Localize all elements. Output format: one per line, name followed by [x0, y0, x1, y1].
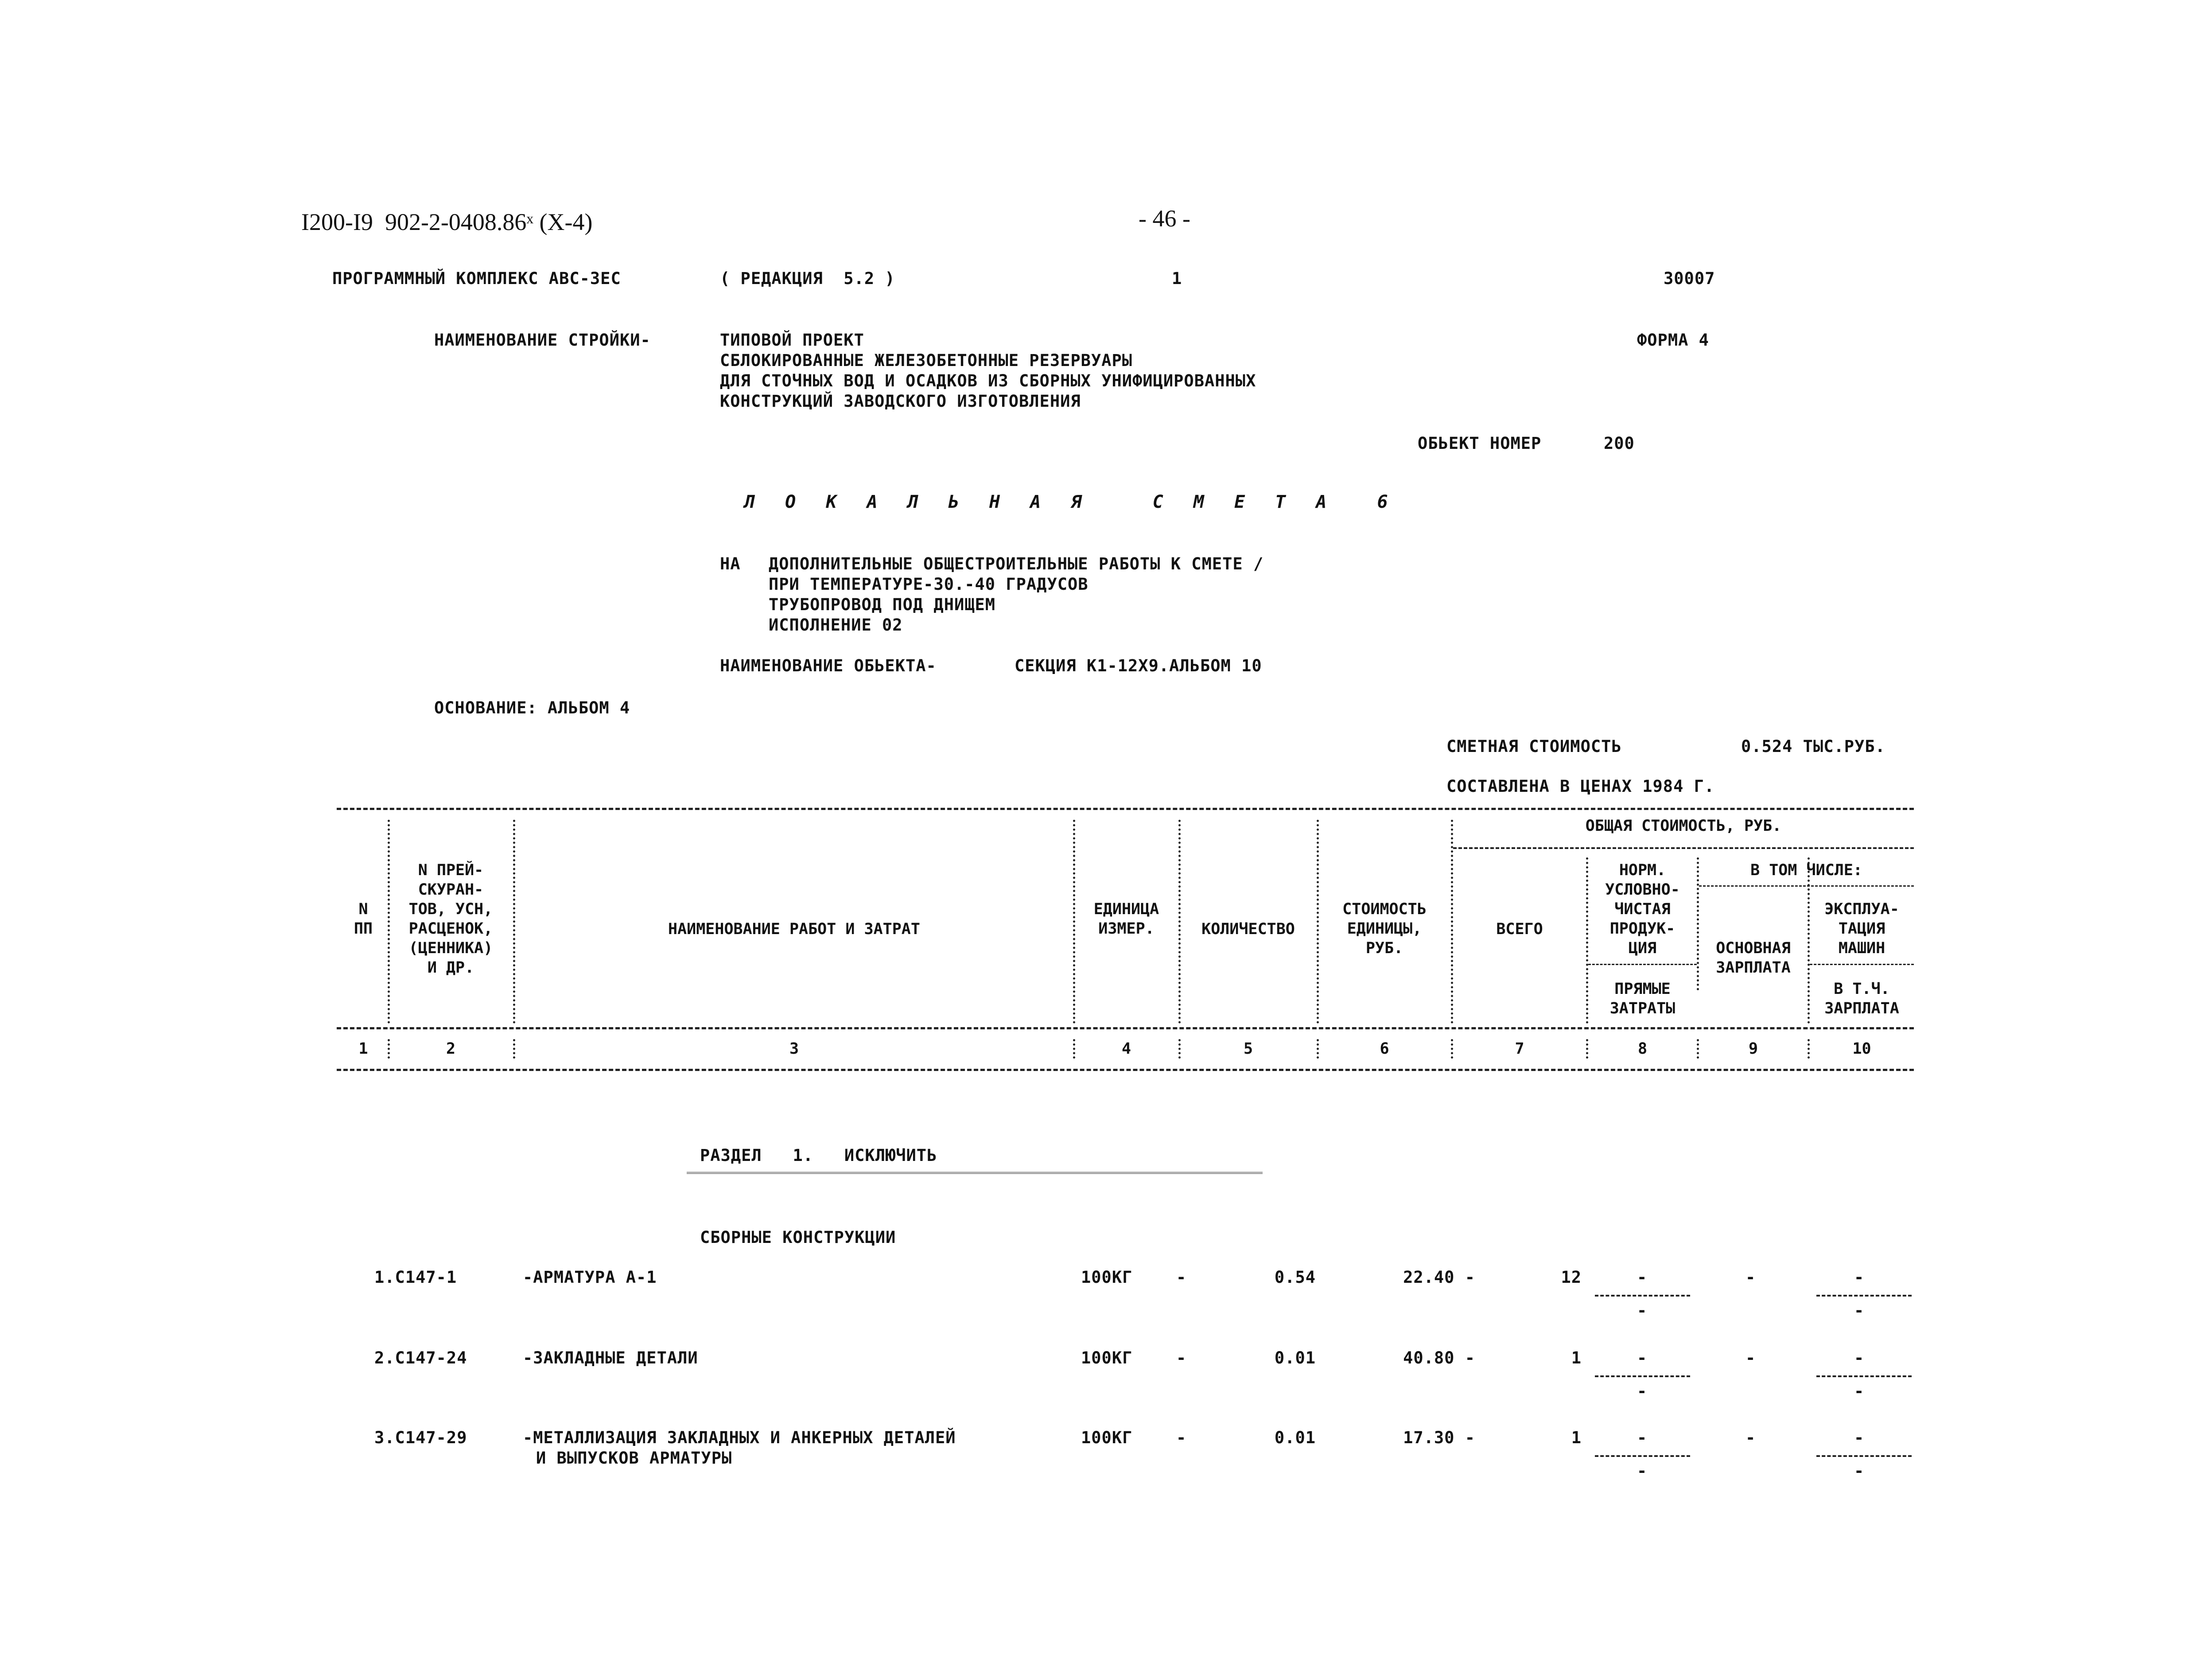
row-quantity: 0.54: [1274, 1268, 1316, 1287]
purpose-line-4: ИСПОЛНЕНИЕ 02: [769, 615, 903, 635]
sheet-number: 1: [1172, 269, 1182, 288]
construction-line-3: ДЛЯ СТОЧНЫХ ВОД И ОСАДКОВ ИЗ СБОРНЫХ УНИФИЦИРОВАННЫХ: [720, 371, 1256, 390]
row-quantity: 0.01: [1274, 1428, 1316, 1447]
row-sign: -: [1176, 1428, 1187, 1447]
row-direct-costs: -: [1637, 1301, 1648, 1320]
row-code: 1.С147-1: [374, 1268, 457, 1287]
row-total: 12: [1561, 1268, 1582, 1287]
row-code: 2.С147-24: [374, 1348, 467, 1367]
row-net-production: -: [1637, 1428, 1648, 1447]
row-name-continued: И ВЫПУСКОВ АРМАТУРЫ: [536, 1449, 732, 1468]
header-sub-rule: [1810, 964, 1914, 965]
row-subtotal-rule: [1816, 1375, 1912, 1377]
header-sub-rule: [1699, 885, 1914, 887]
object-name-value: СЕКЦИЯ К1-12Х9.АЛЬБОМ 10: [1015, 656, 1262, 675]
row-quantity: 0.01: [1274, 1348, 1316, 1367]
header-unit: ЕДИНИЦА ИЗМЕР.: [1093, 900, 1159, 938]
column-number: 2: [446, 1040, 456, 1058]
header-net-production: НОРМ. УСЛОВНО- ЧИСТАЯ ПРОДУК- ЦИЯ: [1605, 861, 1680, 957]
edition: ( РЕДАКЦИЯ 5.2 ): [720, 269, 895, 288]
column-separator: [1697, 1039, 1699, 1059]
column-separator: [1808, 1039, 1810, 1059]
header-direct-costs: ПРЯМЫЕ ЗАТРАТЫ: [1609, 980, 1676, 1017]
column-number: 4: [1121, 1040, 1131, 1058]
header-price-reference: N ПРЕЙ- СКУРАН- ТОВ, УСН, РАСЦЕНОК, (ЦЕННИКА) И ДР.: [408, 861, 493, 977]
header-total-cost-group: ОБЩАЯ СТОИМОСТЬ, РУБ.: [1585, 817, 1782, 835]
row-sign: -: [1176, 1348, 1187, 1367]
column-numbers-bottom-rule: [337, 1069, 1914, 1071]
column-number: 7: [1515, 1040, 1524, 1058]
construction-line-4: КОНСТРУКЦИЙ ЗАВОДСКОГО ИЗГОТОВЛЕНИЯ: [720, 392, 1081, 411]
table-top-rule: [337, 808, 1914, 810]
row-unit-price: 17.30 -: [1403, 1428, 1475, 1447]
row-machine-operation: -: [1854, 1348, 1865, 1367]
header-bottom-rule: [337, 1027, 1914, 1029]
row-unit: 100КГ: [1081, 1268, 1133, 1287]
page-number: - 46 -: [1139, 205, 1190, 232]
row-unit-price: 22.40 -: [1403, 1268, 1475, 1287]
header-group-rule: [1453, 847, 1914, 849]
column-number: 10: [1852, 1040, 1871, 1058]
column-number: 9: [1748, 1040, 1758, 1058]
row-machine-operation: -: [1854, 1268, 1865, 1287]
header-machine-salary: В Т.Ч. ЗАРПЛАТА: [1824, 980, 1899, 1017]
column-separator: [1178, 1039, 1181, 1059]
column-number: 3: [789, 1040, 799, 1058]
construction-line-2: СБЛОКИРОВАННЫЕ ЖЕЛЕЗОБЕТОННЫЕ РЕЗЕРВУАРЫ: [720, 351, 1133, 370]
form-number: ФОРМА 4: [1637, 331, 1709, 350]
row-subtotal-rule: [1816, 1295, 1912, 1297]
construction-line-1: ТИПОВОЙ ПРОЕКТ: [720, 331, 864, 350]
column-separator: [1586, 1039, 1588, 1059]
document-code: I200-I9 902-2-0408.86ˣ (X-4): [301, 209, 593, 235]
row-net-production: -: [1637, 1348, 1648, 1367]
row-base-salary: -: [1745, 1268, 1756, 1287]
section-group: СБОРНЫЕ КОНСТРУКЦИИ: [700, 1228, 896, 1247]
row-total: 1: [1571, 1348, 1582, 1367]
row-subtotal-rule: [1595, 1455, 1690, 1457]
prices-year: СОСТАВЛЕНА В ЦЕНАХ 1984 Г.: [1446, 777, 1715, 796]
header-base-salary: ОСНОВНАЯ ЗАРПЛАТА: [1716, 939, 1791, 977]
row-base-salary: -: [1745, 1348, 1756, 1367]
row-unit: 100КГ: [1081, 1348, 1133, 1367]
header-row-number: N ПП: [354, 900, 373, 938]
object-number-value: 200: [1604, 434, 1635, 453]
object-number-label: ОБЬЕКТ НОМЕР: [1418, 434, 1542, 453]
row-sign: -: [1176, 1268, 1187, 1287]
document-code-number: 30007: [1664, 269, 1715, 288]
header-work-name: НАИМЕНОВАНИЕ РАБОТ И ЗАТРАТ: [668, 920, 920, 938]
section-title: РАЗДЕЛ 1. ИСКЛЮЧИТЬ: [700, 1146, 937, 1165]
header-including: В ТОМ ЧИСЛЕ:: [1750, 861, 1862, 879]
purpose-line-2: ПРИ ТЕМПЕРАТУРЕ-30.-40 ГРАДУСОВ: [769, 575, 1089, 594]
row-machine-salary: -: [1854, 1461, 1865, 1480]
column-separator: [513, 1039, 515, 1059]
estimate-title: Л О К А Л Ь Н А Я С М Е Т А 6: [744, 492, 1398, 512]
object-name-label: НАИМЕНОВАНИЕ ОБЬЕКТА-: [720, 656, 937, 675]
row-direct-costs: -: [1637, 1461, 1648, 1480]
header-total: ВСЕГО: [1496, 920, 1543, 938]
row-machine-salary: -: [1854, 1301, 1865, 1320]
program-name: ПРОГРАММНЫЙ КОМПЛЕКС АВС-3ЕС: [332, 269, 621, 288]
column-number: 1: [358, 1040, 368, 1058]
column-separator: [1451, 1039, 1453, 1059]
header-sub-rule: [1588, 964, 1697, 965]
row-subtotal-rule: [1816, 1455, 1912, 1457]
row-code: 3.С147-29: [374, 1428, 467, 1447]
column-separator: [388, 1039, 390, 1059]
row-total: 1: [1571, 1428, 1582, 1447]
row-name: -МЕТАЛЛИЗАЦИЯ ЗАКЛАДНЫХ И АНКЕРНЫХ ДЕТАЛЕЙ: [523, 1428, 956, 1447]
purpose-line-1: ДОПОЛНИТЕЛЬНЫЕ ОБЩЕСТРОИТЕЛЬНЫЕ РАБОТЫ К СМЕТЕ /: [769, 554, 1264, 573]
row-subtotal-rule: [1595, 1375, 1690, 1377]
column-separator: [1073, 1039, 1075, 1059]
row-machine-operation: -: [1854, 1428, 1865, 1447]
header-quantity: КОЛИЧЕСТВО: [1201, 920, 1295, 938]
column-separator: [1317, 1039, 1319, 1059]
column-separator: [513, 820, 515, 1024]
row-name: -АРМАТУРА А-1: [523, 1268, 657, 1287]
header-unit-cost: СТОИМОСТЬ ЕДИНИЦЫ, РУБ.: [1342, 900, 1427, 957]
row-subtotal-rule: [1595, 1295, 1690, 1297]
row-machine-salary: -: [1854, 1382, 1865, 1401]
row-unit: 100КГ: [1081, 1428, 1133, 1447]
construction-label: НАИМЕНОВАНИЕ СТРОЙКИ-: [434, 331, 651, 350]
row-unit-price: 40.80 -: [1403, 1348, 1475, 1367]
row-name: -ЗАКЛАДНЫЕ ДЕТАЛИ: [523, 1348, 698, 1367]
estimate-cost-value: 0.524 ТЫС.РУБ.: [1741, 737, 1885, 756]
basis: ОСНОВАНИЕ: АЛЬБОМ 4: [434, 698, 630, 717]
purpose-prefix: НА: [720, 554, 741, 573]
row-base-salary: -: [1745, 1428, 1756, 1447]
column-number: 8: [1637, 1040, 1648, 1058]
section-underline: [687, 1172, 1263, 1174]
header-machine-operation: ЭКСПЛУА- ТАЦИЯ МАШИН: [1824, 900, 1899, 957]
column-number: 6: [1380, 1040, 1389, 1058]
row-direct-costs: -: [1637, 1382, 1648, 1401]
row-net-production: -: [1637, 1268, 1648, 1287]
column-number: 5: [1243, 1040, 1253, 1058]
estimate-cost-label: СМЕТНАЯ СТОИМОСТЬ: [1446, 737, 1622, 756]
purpose-line-3: ТРУБОПРОВОД ПОД ДНИЩЕМ: [769, 595, 996, 614]
